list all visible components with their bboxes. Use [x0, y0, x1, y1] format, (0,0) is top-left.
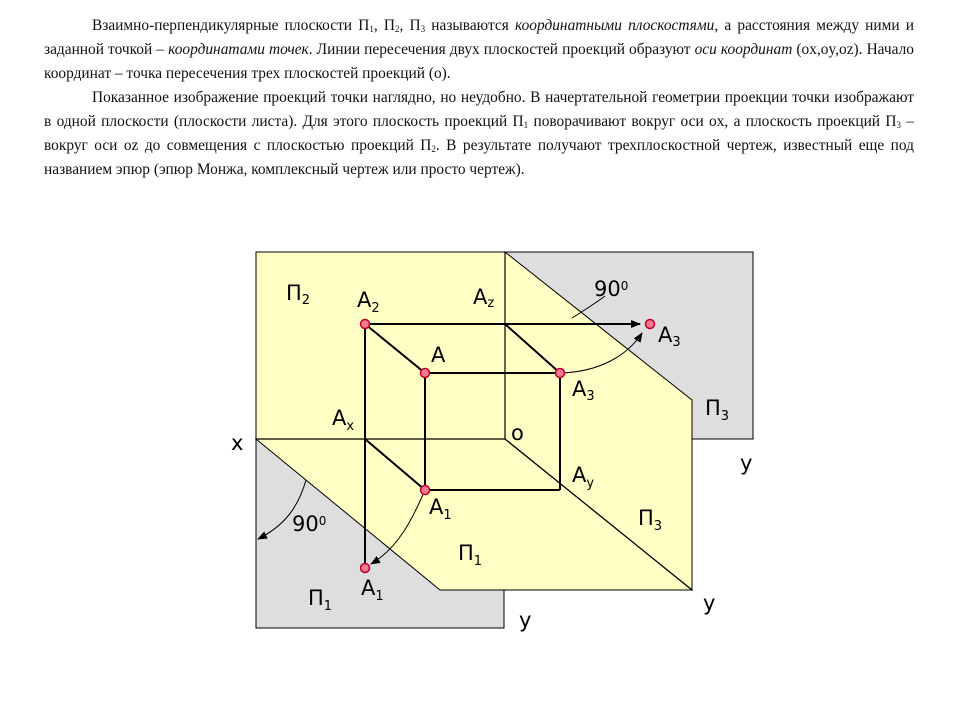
point-a — [421, 369, 430, 378]
label-ay: $A_y$ — [572, 463, 595, 491]
p1-italic-2: координатами точек — [168, 41, 309, 58]
point-a1-rotated — [361, 564, 370, 573]
label-a3: A3 — [572, 377, 595, 404]
label-x-axis: x — [231, 431, 244, 455]
p1-text-6: . Линии пересечения двух плоскостей проекций образуют — [308, 41, 695, 58]
point-a3 — [556, 369, 565, 378]
label-pi1: $П_1$ — [458, 541, 483, 569]
p2-sub-1: 1 — [523, 120, 529, 130]
point-a2 — [361, 320, 370, 329]
point-a1 — [421, 486, 430, 495]
label-a: A — [431, 343, 446, 367]
p1-text-7: (ox,oy,oz). Начало координат – точка пересечения трех плоскостей проекций (о). — [44, 41, 914, 82]
label-ax: $A_x$ — [332, 406, 355, 434]
p1-text-3: , П — [399, 17, 421, 34]
p2-sub-3: 2 — [431, 144, 436, 154]
label-y-right: y — [740, 451, 753, 475]
p2-text-3: – вокруг оси oz до совмещения с плоскостью проекций П — [44, 113, 915, 154]
label-pi1-rotated: $П_1$ — [308, 586, 333, 614]
point-a3-rotated — [646, 320, 655, 329]
label-90-top: $90^0$ — [594, 277, 629, 301]
p1-text-2: , П — [373, 17, 395, 34]
label-a3-rotated: A3 — [658, 323, 681, 350]
label-origin: o — [511, 421, 524, 445]
p2-text-2: поворачивают вокруг оси ox, а плоскость проекций П — [528, 113, 897, 130]
p1-sub-3: 3 — [420, 24, 426, 34]
p1-text-4: называются — [425, 17, 515, 34]
p1-sub-1: 1 — [369, 24, 374, 34]
label-pi3: $П_3$ — [638, 506, 663, 534]
p2-text-1: Показанное изображение проекций точки наглядно, но неудобно. В начертательной геометрии проекции точки изображают в одной плоскости (плоскости листа). Для этого плоскость проекций П — [44, 89, 914, 130]
label-y-bottom: y — [519, 608, 532, 632]
label-az: Az — [473, 285, 495, 311]
p1-text-5: , а расстояния между ними и заданной точкой – — [44, 17, 915, 58]
p2-sub-2: 3 — [896, 120, 901, 130]
p1-italic-1: координатными плоскостями — [514, 17, 715, 34]
p1-italic-3: оси координат — [694, 41, 793, 58]
label-y-bottom-right: y — [703, 591, 716, 615]
label-pi2: П2 — [286, 281, 311, 308]
p2-text-4: . В результате получают трехплоскостной чертеж, известный еще под названием эпюр (эпюр Монжа, комплексный чертеж или просто чертеж). — [44, 137, 914, 178]
label-90-left: $90^0$ — [292, 512, 327, 536]
label-a1-rotated: $A_1$ — [361, 576, 384, 604]
p1-text-1: Взаимно-перпендикулярные плоскости П — [92, 17, 370, 34]
label-pi3-rotated: $П_3$ — [705, 396, 730, 424]
label-a1: $A_1$ — [429, 495, 452, 523]
p1-sub-2: 2 — [394, 24, 400, 34]
label-a2: $A_2$ — [357, 288, 380, 316]
